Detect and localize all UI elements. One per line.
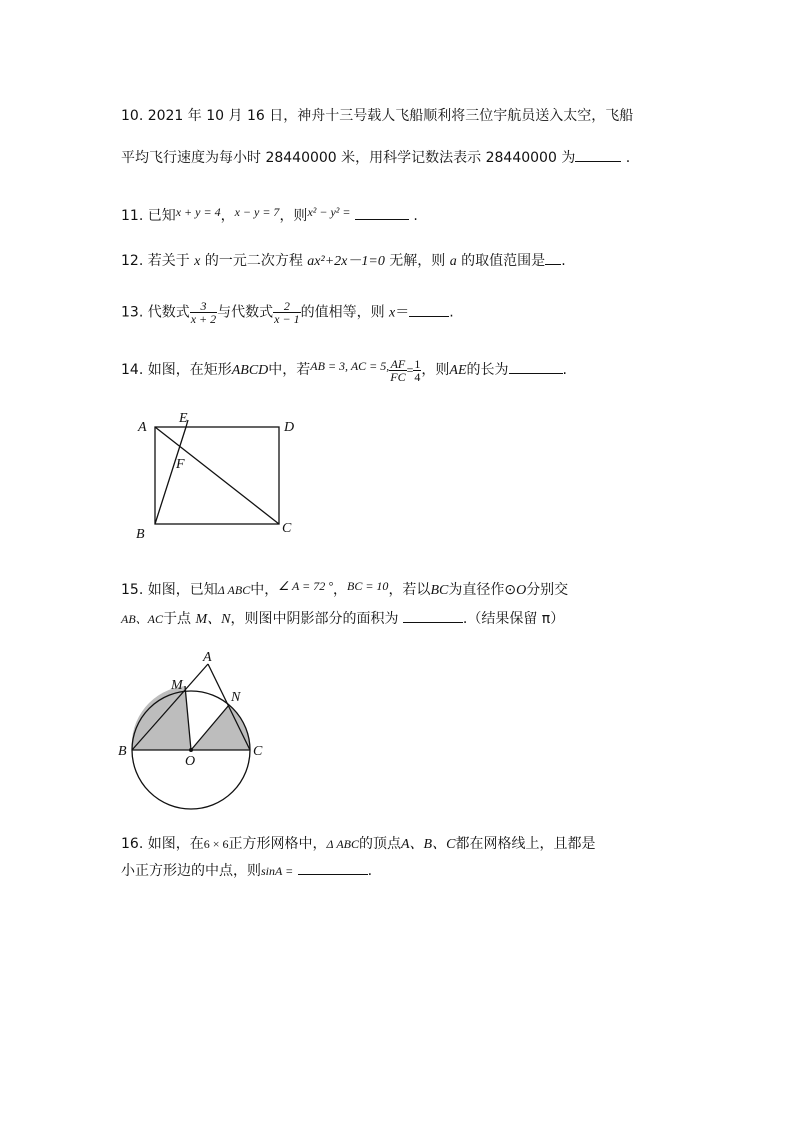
q11-expression: x² − y² = xyxy=(307,205,351,219)
answer-blank[interactable] xyxy=(403,608,463,623)
label-d: D xyxy=(284,420,295,435)
answer-blank[interactable] xyxy=(355,205,409,220)
q16-line2: 小正方形边的中点，则sinA = . xyxy=(121,860,372,881)
ratio-af-fc: $\frac{AF}{FC}$ xyxy=(390,356,406,384)
q15-line1: 15. 如图，已知Δ ABC中，∠ A = 72 °，BC = 10，若以BC为直径作⊙O分别交 xyxy=(121,579,569,598)
answer-blank[interactable] xyxy=(545,250,561,265)
q11-equation-1: x + y = 4 xyxy=(175,205,221,219)
diagonal-ac xyxy=(155,427,279,524)
label-b: B xyxy=(136,527,145,542)
label-n: N xyxy=(231,690,241,705)
q14-line: 14. 如图，在矩形ABCD中，若AB = 3, AC = 5, $\frac{AF}{FC}$ = $\frac{1}{4}$ ，则AE的长为 . xyxy=(121,356,567,384)
ratio-one-quarter: $\frac{1}{4}$ xyxy=(414,356,421,384)
q15-circle-figure xyxy=(115,645,285,815)
center-point-o xyxy=(189,748,193,752)
segment-be xyxy=(155,427,186,524)
label-a: A xyxy=(138,420,147,435)
q16-line1: 16. 如图，在6 × 6正方形网格中，Δ ABC的顶点A、B、C都在网格线上，且都是 xyxy=(121,836,596,852)
label-c: C xyxy=(282,521,292,536)
label-b: B xyxy=(118,744,127,759)
answer-blank[interactable] xyxy=(509,359,563,374)
q11-line: 11. 已知x + y = 4，x − y = 7，则x² − y² = . xyxy=(121,205,418,224)
fraction-1: $\frac{3}{x + 2}$ xyxy=(190,299,217,326)
q10-line1: 10. 2021 年 10 月 16 日，神舟十三号载人飞船顺利将三位宇航员送入太空，飞船 xyxy=(121,108,634,124)
answer-blank[interactable] xyxy=(575,147,621,162)
label-a: A xyxy=(203,650,212,665)
label-o: O xyxy=(185,754,196,769)
q13-line: 13. 代数式 $\frac{3}{x + 2}$ 与代数式 $\frac{2}{x - 1}$ 的值相等，则 x＝ . xyxy=(121,299,454,326)
label-c: C xyxy=(253,744,263,759)
label-f: F xyxy=(176,457,185,472)
answer-blank[interactable] xyxy=(298,860,368,875)
q12-line: 12. 若关于 x 的一元二次方程 ax²+2x－1=0 无解，则 a 的取值范围是 . xyxy=(121,250,566,272)
answer-blank[interactable] xyxy=(409,302,449,317)
label-m: M xyxy=(171,678,183,693)
q14-rectangle-figure xyxy=(128,408,308,548)
q11-equation-2: x − y = 7 xyxy=(234,205,280,219)
q10-line2: 平均飞行速度为每小时 28440000 米，用科学记数法表示 28440000 为 . xyxy=(121,147,630,168)
label-e: E xyxy=(179,411,188,426)
fraction-2: $\frac{2}{x - 1}$ xyxy=(274,299,300,326)
q15-line2: AB、AC于点 M、N，则图中阴影部分的面积为 .（结果保留 π） xyxy=(121,608,564,630)
